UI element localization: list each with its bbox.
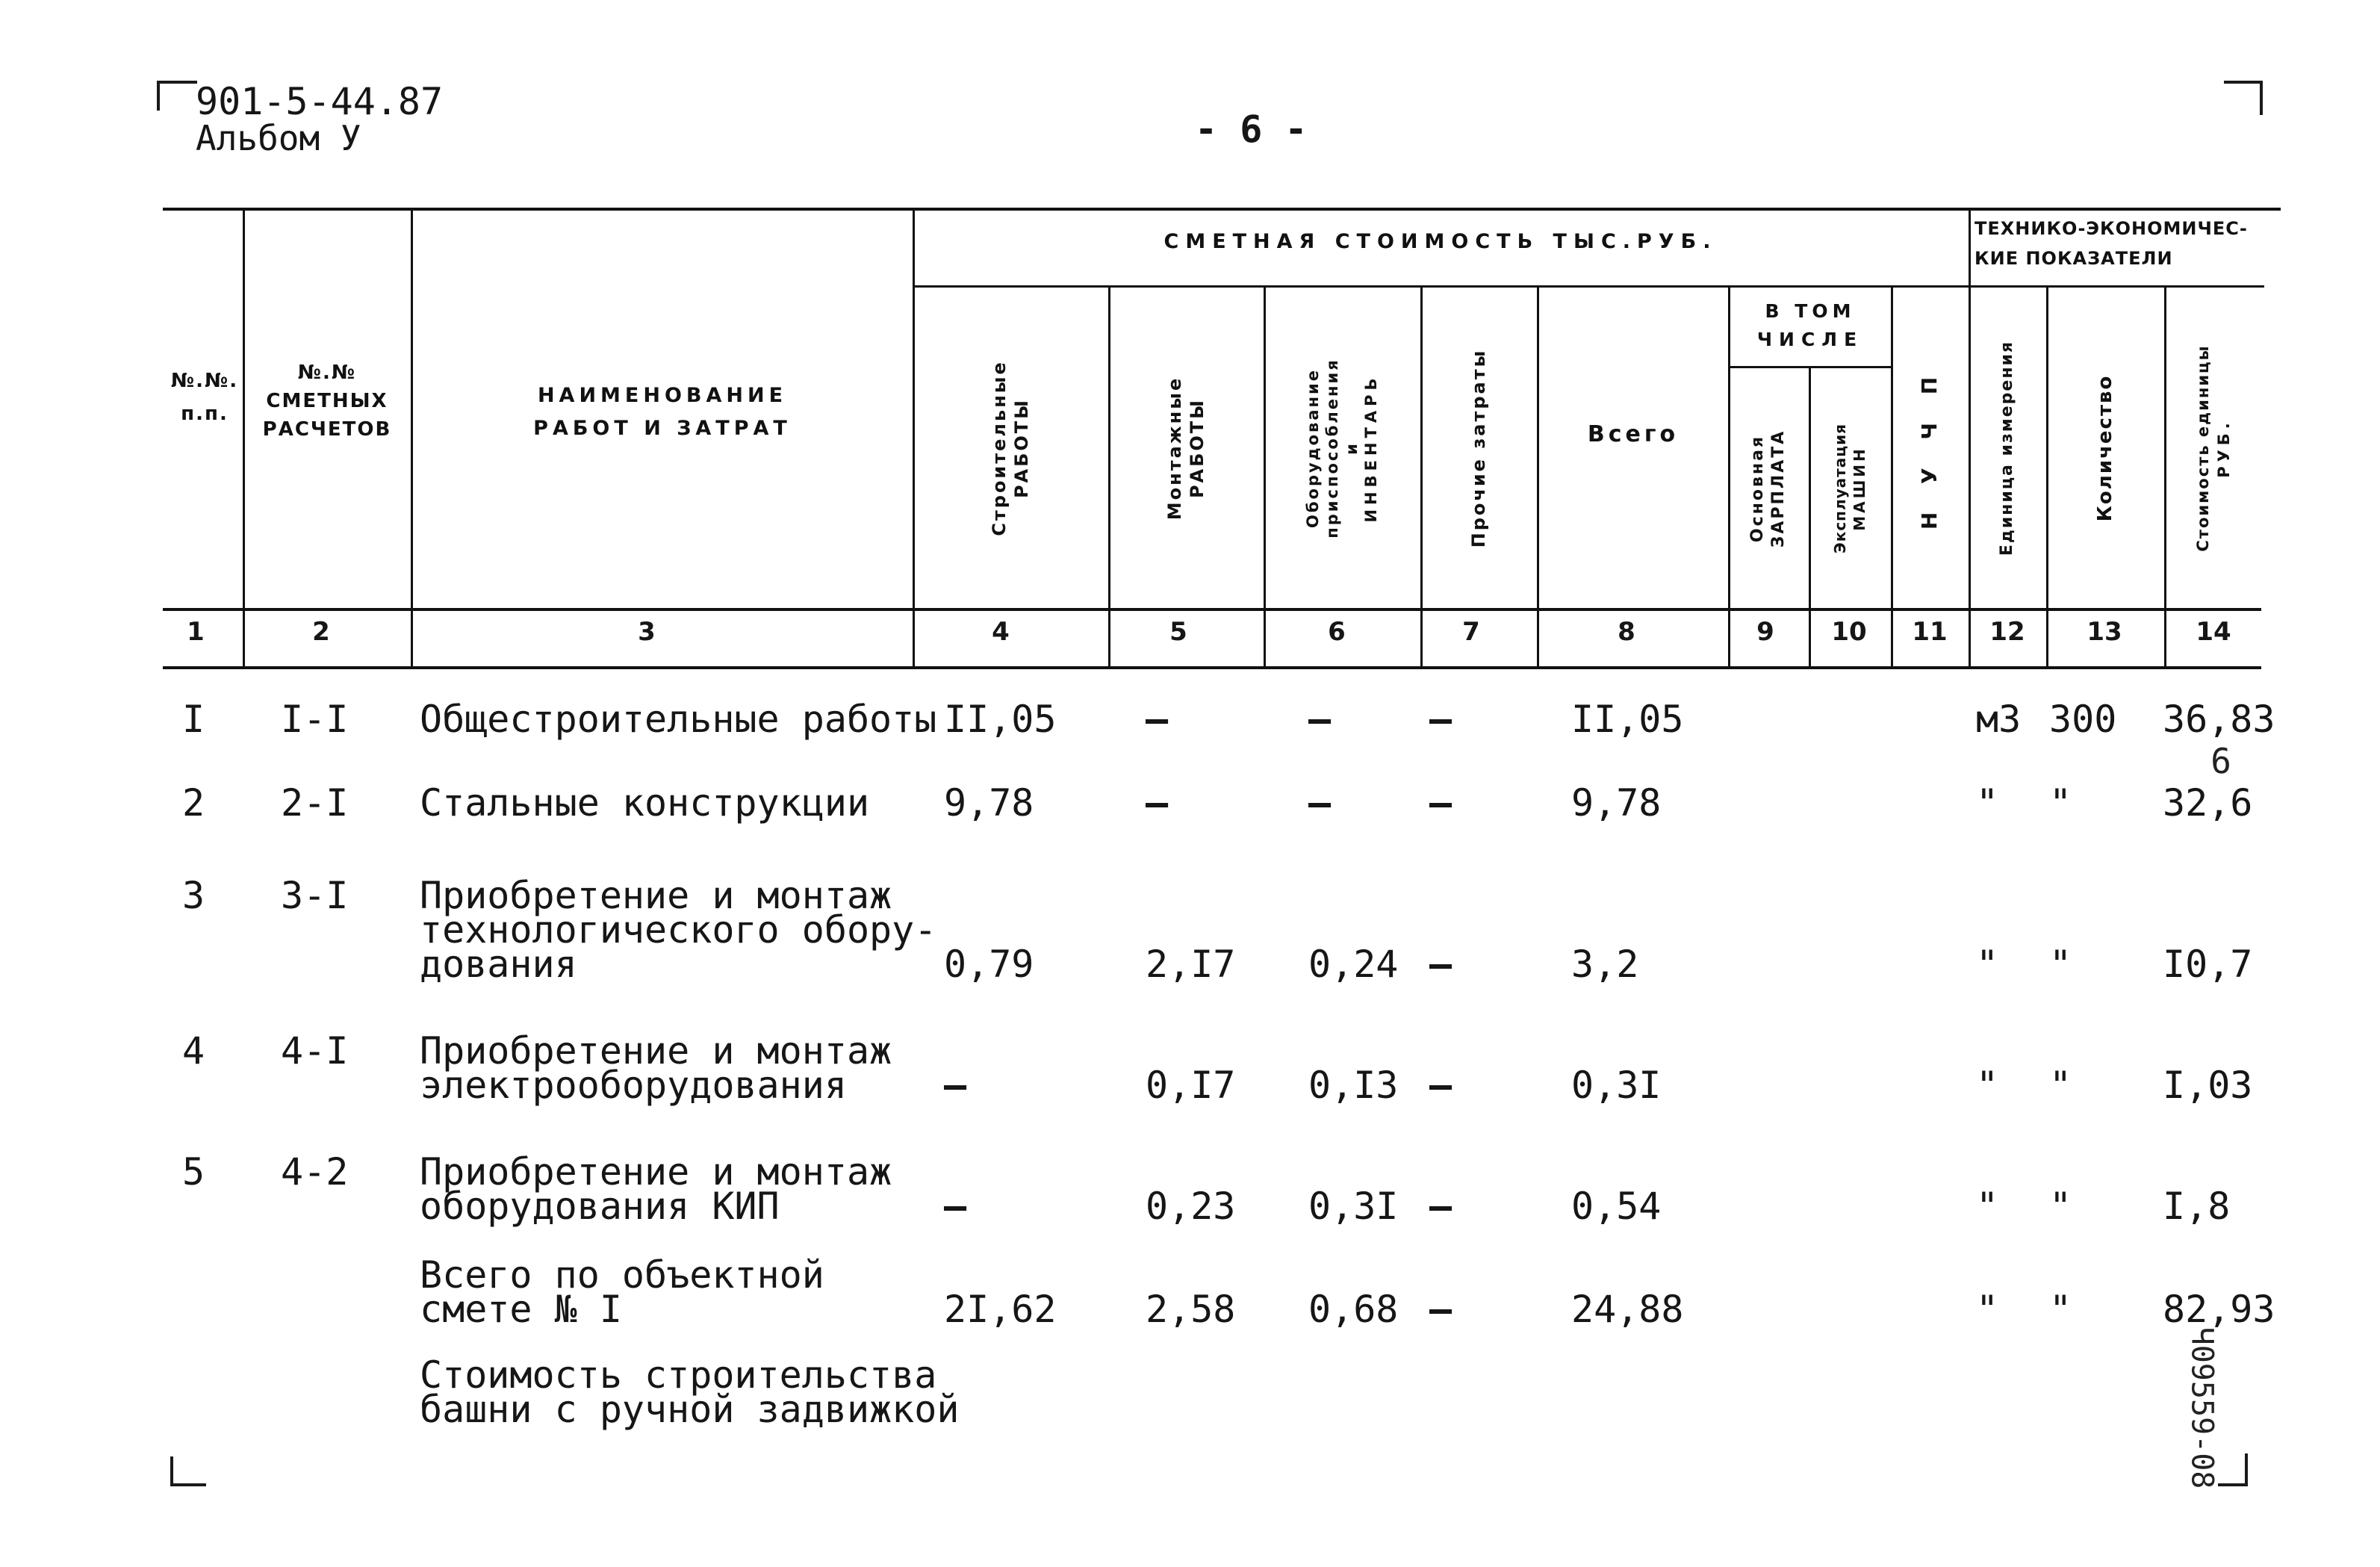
row-number-cell: 3 — [182, 874, 205, 917]
column-number: 5 — [1169, 617, 1187, 647]
table-column-divider — [913, 209, 915, 666]
table-column-divider — [1264, 287, 1266, 666]
header-machine-use-line: МАШИН — [1851, 446, 1868, 531]
header-work-name-line: НАИМЕНОВАНИЕ — [537, 384, 788, 407]
work-name-cell: башни с ручной задвижкой — [420, 1388, 960, 1431]
header-quantity: Количество — [2094, 374, 2116, 522]
unit-measure-cell: " — [1976, 1288, 1999, 1331]
table-column-divider — [1969, 209, 1971, 666]
calc-number-cell: 3-I — [281, 874, 349, 917]
unit-measure-cell: " — [1976, 1064, 1999, 1107]
header-unit-cost — [2193, 344, 2234, 551]
work-name-cell: технологического обору- — [420, 908, 937, 952]
equipment-cost-cell: – — [1308, 781, 1332, 825]
corner-mark-top-left — [157, 81, 197, 111]
work-name-cell: смете № I — [420, 1288, 622, 1331]
table-top-rule — [163, 208, 2281, 211]
header-including-line: ЧИСЛЕ — [1756, 329, 1864, 350]
unit-cost-cell: I,8 — [2163, 1185, 2231, 1228]
table-column-divider — [1420, 287, 1423, 666]
side-mark: 9 — [2210, 739, 2231, 780]
row-number-cell: 5 — [182, 1150, 205, 1194]
column-number: 14 — [2196, 617, 2231, 647]
construction-cost-cell: 0,79 — [944, 943, 1034, 986]
header-cost-group: СМЕТНАЯ СТОИМОСТЬ ТЫС.РУБ. — [1163, 230, 1718, 253]
calc-number-cell: 4-I — [281, 1029, 349, 1073]
column-number: 9 — [1756, 617, 1774, 647]
other-cost-cell: – — [1429, 943, 1452, 986]
table-column-divider — [1891, 287, 1893, 666]
table-column-divider — [1108, 287, 1110, 666]
total-cost-cell: 9,78 — [1571, 781, 1662, 825]
header-equipment-line: приспособления — [1323, 358, 1341, 539]
installation-cost-cell: 0,23 — [1146, 1185, 1236, 1228]
installation-cost-cell: 0,I7 — [1146, 1064, 1236, 1107]
header-tech-group — [1974, 212, 2248, 272]
column-number: 3 — [638, 617, 656, 647]
header-base-salary-line: ЗАРПЛАТА — [1769, 429, 1788, 548]
unit-cost-cell: 82,93 — [2163, 1288, 2275, 1331]
header-bottom-rule — [163, 608, 2261, 611]
archive-number-mark: Ч09559-08 — [2184, 1326, 2219, 1489]
header-work-name-line: РАБОТ И ЗАТРАТ — [533, 417, 792, 440]
table-column-divider — [2164, 287, 2166, 666]
row-number-cell: 2 — [182, 781, 205, 825]
header-other-costs: Прочие затраты — [1468, 348, 1489, 548]
header-equipment — [1303, 358, 1381, 539]
header-unit-measure: Единица измерения — [1998, 340, 2016, 556]
header-construction-works — [988, 360, 1033, 536]
header-base-salary-line: Основная — [1748, 434, 1767, 543]
header-installation-line: Монтажные — [1164, 376, 1185, 521]
work-name-cell: электрооборудования — [420, 1064, 847, 1107]
construction-cost-cell: 9,78 — [944, 781, 1034, 825]
column-number: 12 — [1989, 617, 2025, 647]
column-number: 13 — [2087, 617, 2122, 647]
equipment-cost-cell: 0,3I — [1308, 1185, 1399, 1228]
header-machine-use — [1830, 423, 1869, 553]
column-number: 11 — [1912, 617, 1948, 647]
quantity-cell: " — [2049, 1064, 2072, 1107]
header-base-salary — [1747, 429, 1789, 548]
header-equipment-line: Оборудование — [1304, 368, 1322, 528]
total-cost-cell: 3,2 — [1571, 943, 1639, 986]
header-installation-works — [1163, 376, 1208, 521]
equipment-cost-cell: 0,24 — [1308, 943, 1399, 986]
header-unit-cost-line: РУБ. — [2215, 418, 2233, 478]
column-number: 2 — [312, 617, 330, 647]
installation-cost-cell: 2,I7 — [1146, 943, 1236, 986]
construction-cost-cell: – — [944, 1185, 967, 1228]
unit-cost-cell: I0,7 — [2163, 943, 2253, 986]
header-construction-line: РАБОТЫ — [1011, 397, 1032, 499]
header-machine-use-line: Эксплуатация — [1831, 423, 1849, 553]
header-including-line: В ТОМ — [1765, 300, 1856, 322]
equipment-cost-cell: – — [1308, 698, 1332, 741]
corner-mark-top-right — [2224, 81, 2263, 115]
work-name-cell: Приобретение и монтаж — [420, 1150, 892, 1194]
header-tech-group-line: КИЕ ПОКАЗАТЕЛИ — [1974, 248, 2173, 269]
column-number: 10 — [1831, 617, 1867, 647]
unit-measure-cell: " — [1976, 781, 1999, 825]
installation-cost-cell: – — [1146, 781, 1169, 825]
table-column-divider — [411, 209, 413, 666]
work-name-cell: Стоимость строительства — [420, 1353, 937, 1397]
table-column-divider — [2046, 287, 2048, 666]
other-cost-cell: – — [1429, 1064, 1452, 1107]
column-number: 6 — [1328, 617, 1346, 647]
album-label: Альбом У — [196, 118, 361, 158]
work-name-cell: Приобретение и монтаж — [420, 874, 892, 917]
corner-mark-bottom-left — [170, 1456, 206, 1486]
equipment-cost-cell: 0,I3 — [1308, 1064, 1399, 1107]
work-name-cell: оборудования КИП — [420, 1185, 780, 1228]
quantity-cell: " — [2049, 1288, 2072, 1331]
unit-measure-cell: " — [1976, 1185, 1999, 1228]
header-equipment-line: ИНВЕНТАРЬ — [1362, 373, 1380, 523]
header-nuchp: Н У Ч П — [1917, 366, 1942, 530]
unit-cost-cell: I,03 — [2163, 1064, 2253, 1107]
header-equipment-line: и — [1343, 441, 1361, 455]
header-calc-line: РАСЧЕТОВ — [262, 418, 392, 441]
document-code: 901-5-44.87 — [196, 80, 444, 123]
header-calc-number — [245, 359, 409, 444]
work-name-cell: Всего по объектной — [420, 1253, 824, 1297]
calc-number-cell: 2-I — [281, 781, 349, 825]
construction-cost-cell: II,05 — [944, 698, 1057, 741]
installation-cost-cell: 2,58 — [1146, 1288, 1236, 1331]
page-number: - 6 - — [1195, 108, 1308, 151]
other-cost-cell: – — [1429, 698, 1452, 741]
unit-cost-cell: 32,6 — [2163, 781, 2253, 825]
header-tech-group-line: ТЕХНИКО-ЭКОНОМИЧЕС- — [1974, 218, 2248, 239]
header-installation-line: РАБОТЫ — [1187, 397, 1208, 499]
construction-cost-cell: – — [944, 1064, 967, 1107]
header-unit-cost-line: Стоимость единицы — [2194, 344, 2212, 552]
work-name-cell: Приобретение и монтаж — [420, 1029, 892, 1073]
table-column-divider — [1728, 287, 1730, 666]
other-cost-cell: – — [1429, 781, 1452, 825]
row-number-cell: 4 — [182, 1029, 205, 1073]
table-column-divider — [1809, 367, 1811, 666]
calc-number-cell: I-I — [281, 698, 349, 741]
installation-cost-cell: – — [1146, 698, 1169, 741]
other-cost-cell: – — [1429, 1288, 1452, 1331]
header-total: Всего — [1587, 421, 1680, 447]
table-column-divider — [1537, 287, 1539, 666]
other-cost-cell: – — [1429, 1185, 1452, 1228]
total-cost-cell: II,05 — [1571, 698, 1684, 741]
corner-mark-bottom-right — [2218, 1453, 2248, 1486]
column-number: 8 — [1618, 617, 1635, 647]
cost-group-rule — [913, 285, 2264, 288]
row-number-cell: I — [182, 698, 205, 741]
work-name-cell: Общестроительные работы — [420, 698, 937, 741]
unit-cost-cell: 36,83 — [2163, 698, 2275, 741]
equipment-cost-cell: 0,68 — [1308, 1288, 1399, 1331]
header-construction-line: Строительные — [989, 360, 1010, 536]
total-cost-cell: 24,88 — [1571, 1288, 1684, 1331]
column-number: 7 — [1462, 617, 1480, 647]
header-calc-line: СМЕТНЫХ — [266, 390, 388, 412]
quantity-cell: " — [2049, 781, 2072, 825]
total-cost-cell: 0,54 — [1571, 1185, 1662, 1228]
construction-cost-cell: 2I,62 — [944, 1288, 1057, 1331]
calc-number-cell: 4-2 — [281, 1150, 349, 1194]
column-number: 4 — [992, 617, 1010, 647]
work-name-cell: дования — [420, 943, 577, 986]
header-calc-line: №.№ — [297, 362, 357, 384]
unit-measure-cell: м3 — [1976, 698, 2022, 741]
quantity-cell: " — [2049, 943, 2072, 986]
header-including — [1731, 297, 1889, 354]
quantity-cell: 300 — [2049, 698, 2117, 741]
total-cost-cell: 0,3I — [1571, 1064, 1662, 1107]
unit-measure-cell: " — [1976, 943, 1999, 986]
quantity-cell: " — [2049, 1185, 2072, 1228]
header-row-number: №.№. п.п. — [170, 370, 239, 425]
number-row-rule — [163, 666, 2261, 669]
work-name-cell: Стальные конструкции — [420, 781, 870, 825]
header-work-name — [414, 379, 911, 445]
column-number: 1 — [187, 617, 205, 647]
